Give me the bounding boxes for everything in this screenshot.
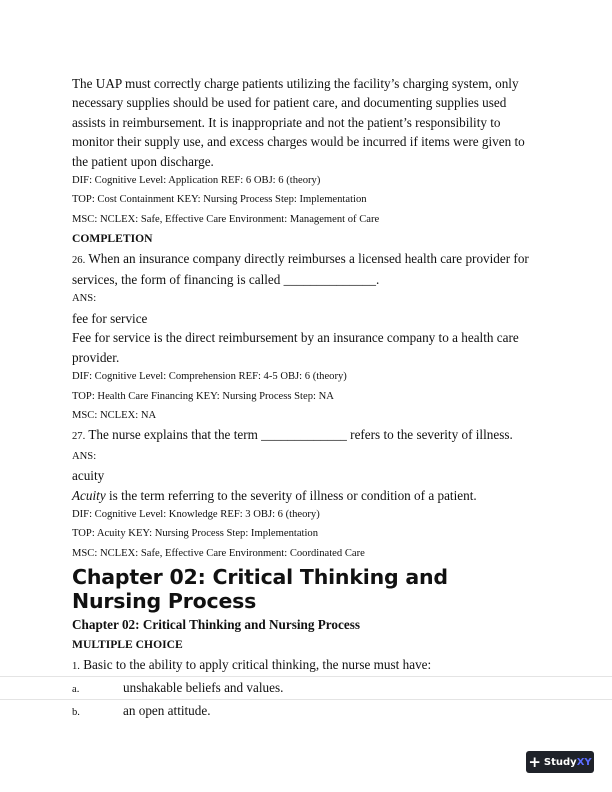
- choice-text: an open attitude.: [123, 702, 211, 718]
- q27-top: TOP: Acuity KEY: Nursing Process Step: Implementation: [72, 528, 318, 540]
- choice-text: unshakable beliefs and values.: [123, 679, 284, 695]
- q25-dif: DIF: Cognitive Level: Application REF: 6 OBJ: 6 (theory): [72, 175, 321, 187]
- chapter-heading-small: Chapter 02: Critical Thinking and Nursing Process: [72, 617, 360, 633]
- multiple-choice-header: MULTIPLE CHOICE: [72, 638, 183, 652]
- q27-number: 27.: [72, 431, 86, 443]
- q27-question: [72, 425, 542, 446]
- q26-msc: MSC: NCLEX: NA: [72, 409, 157, 421]
- q26-top: TOP: Health Care Financing KEY: Nursing Process Step: NA: [72, 390, 334, 402]
- q26-text: When an insurance company directly reimburses a licensed health care provider for services, the form of financing is called ______________.: [72, 250, 529, 288]
- choice-letter: a.: [72, 683, 80, 695]
- studyxy-badge[interactable]: [526, 751, 594, 773]
- q27-dif: DIF: Cognitive Level: Knowledge REF: 3 OBJ: 6 (theory): [72, 508, 320, 520]
- q1-question: [72, 655, 612, 676]
- q26-question: [72, 249, 542, 290]
- q27-answer: acuity: [72, 468, 105, 484]
- q25-rationale: The UAP must correctly charge patients utilizing the facility’s charging system, only necessary supplies should be used for patient care, and documenting supplies used assists in reimbursement. It is inappropriate and not the patient’s responsibility to monitor their supply use, and excess charges would be incurred if items were given to the patient upon discharge.: [72, 76, 525, 169]
- completion-header: COMPLETION: [72, 232, 153, 246]
- q25-msc: MSC: NCLEX: Safe, Effective Care Environment: Management of Care: [72, 213, 380, 225]
- q26-number: 26.: [72, 254, 86, 266]
- badge-suffix: XY: [576, 756, 592, 768]
- q26-answer: fee for service: [72, 310, 148, 326]
- q27-text: The nurse explains that the term _____________ refers to the severity of illness.: [88, 427, 513, 443]
- q1-choice-a: [0, 677, 612, 700]
- plus-icon: +: [528, 752, 541, 771]
- q27-rationale: [72, 486, 542, 505]
- q1-text: Basic to the ability to apply critical thinking, the nurse must have:: [83, 656, 432, 672]
- q25-top: TOP: Cost Containment KEY: Nursing Process Step: Implementation: [72, 194, 367, 206]
- q27-rationale-rest: is the term referring to the severity of illness or condition of a patient.: [105, 487, 477, 503]
- q26-ans-label: ANS:: [72, 293, 97, 305]
- q27-ans-label: ANS:: [72, 450, 97, 462]
- document-page: [72, 74, 542, 722]
- q1-choice-b: [0, 700, 612, 722]
- choice-letter: b.: [72, 706, 80, 718]
- q1-number: 1.: [72, 660, 80, 672]
- q27-msc: MSC: NCLEX: Safe, Effective Care Environment: Coordinated Care: [72, 547, 365, 559]
- chapter-heading-large: Chapter 02: Critical Thinking and Nursing Process: [72, 565, 448, 614]
- badge-prefix: Study: [543, 756, 577, 768]
- q26-rationale: Fee for service is the direct reimbursement by an insurance company to a health care provider.: [72, 330, 519, 365]
- q27-rationale-term: Acuity: [72, 487, 106, 503]
- q26-dif: DIF: Cognitive Level: Comprehension REF: 4-5 OBJ: 6 (theory): [72, 371, 347, 383]
- q1-question-row: [0, 655, 612, 677]
